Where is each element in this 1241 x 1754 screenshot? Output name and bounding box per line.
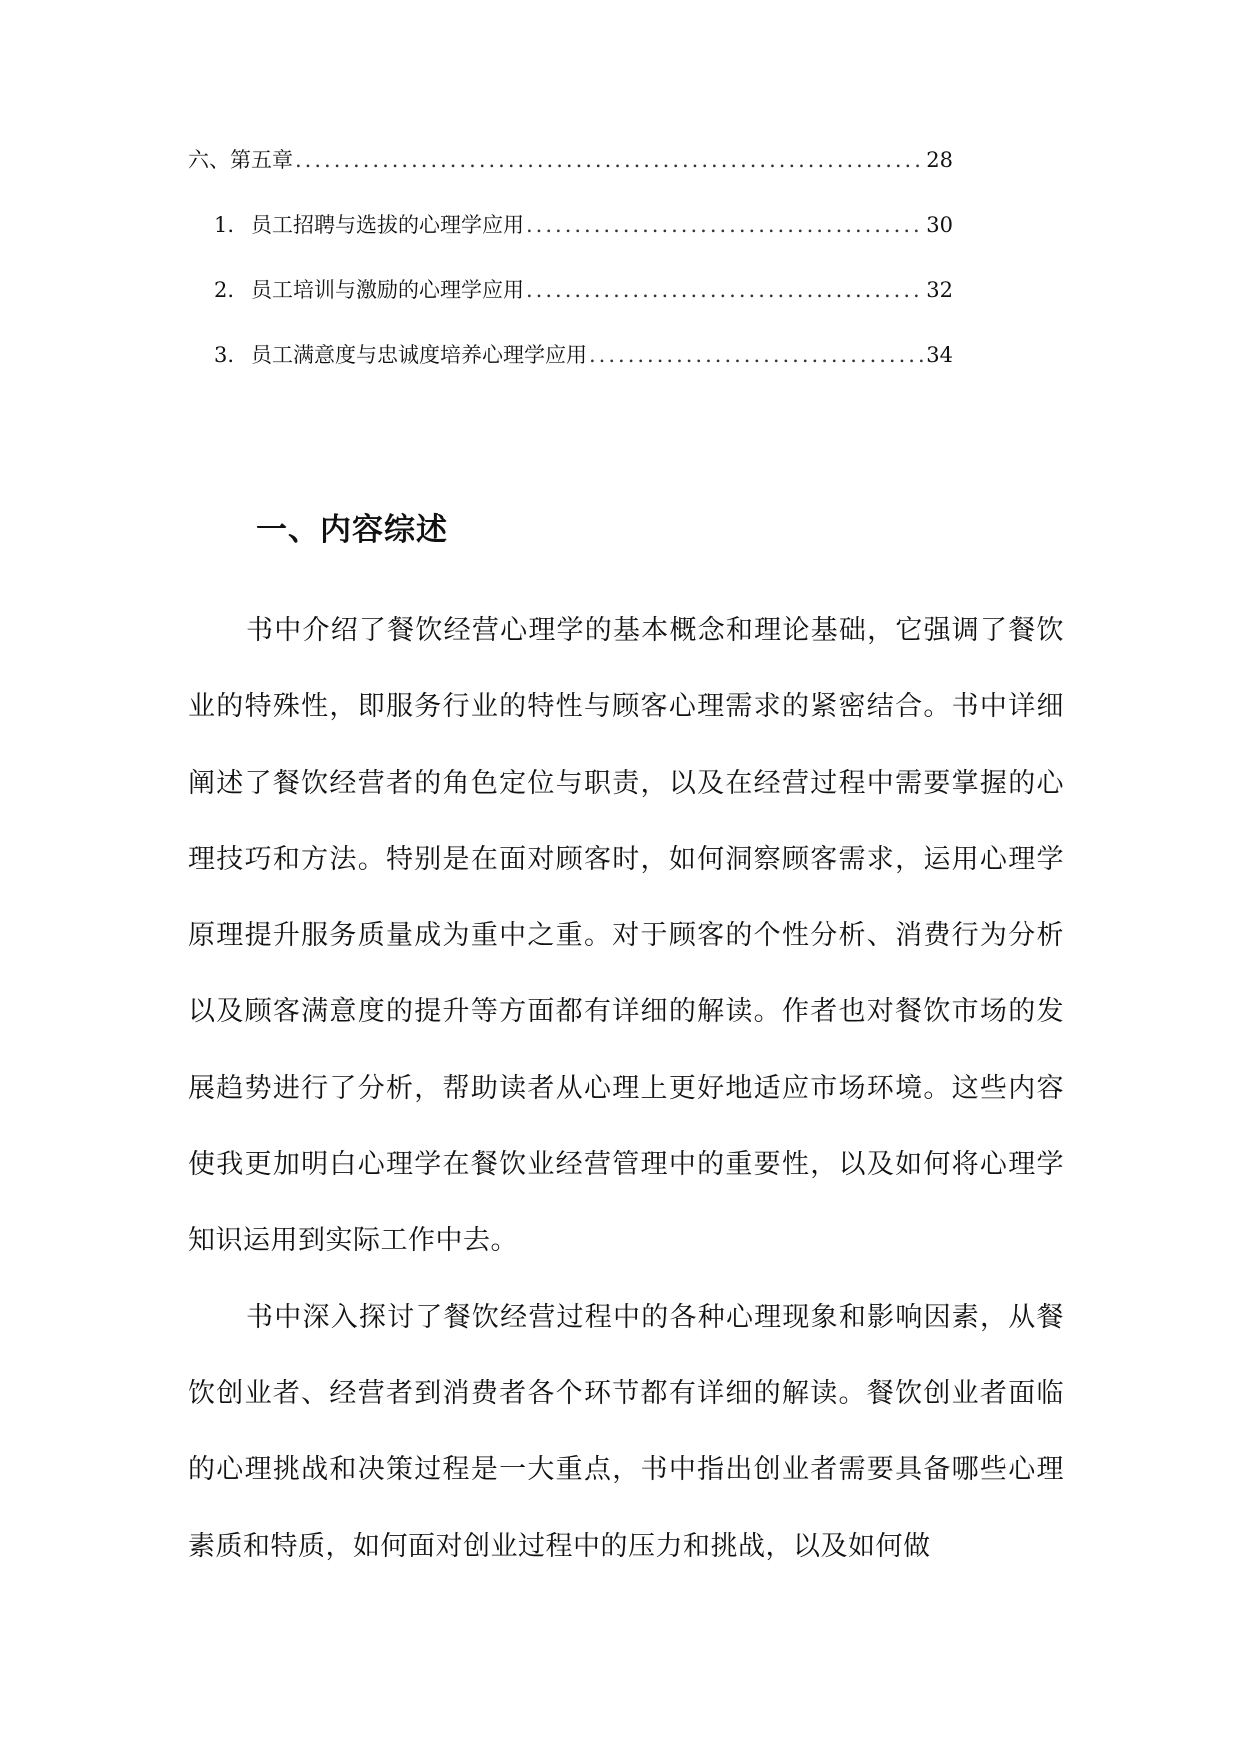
toc-page-number: 32: [926, 278, 953, 302]
body-paragraph: 书中介绍了餐饮经营心理学的基本概念和理论基础，它强调了餐饮业的特殊性，即服务行业的特性与顾客心理需求的紧密结合。书中详细阐述了餐饮经营者的角色定位与职责，以及在经营过程中需要掌握的心理技巧和方法。特别是在面对顾客时，如何洞察顾客需求，运用心理学原理提升服务质量成为重中之重。对于顾客的个性分析、消费行为分析以及顾客满意度的提升等方面都有详细的解读。作者也对餐饮市场的发展趋势进行了分析，帮助读者从心理上更好地适应市场环境。这些内容使我更加明白心理学在餐饮业经营管理中的重要性，以及如何将心理学知识运用到实际工作中去。: [188, 615, 1064, 1257]
toc-entry-title: 六、第五章: [188, 148, 293, 172]
toc-dot-leader: [295, 146, 924, 174]
section-body: [188, 593, 1064, 1585]
toc-entry-chapter-5[interactable]: [188, 146, 953, 174]
toc-entry-number: 2.: [214, 278, 235, 302]
toc-entry-title: 员工招聘与选拔的心理学应用: [251, 213, 524, 237]
toc-dot-leader: [526, 211, 924, 239]
toc-entry-title: 员工培训与激励的心理学应用: [251, 278, 524, 302]
toc-page-number: 30: [926, 213, 953, 237]
toc-dot-leader: [526, 276, 924, 304]
table-of-contents: [188, 146, 953, 406]
section-heading: 一、内容综述: [256, 512, 448, 548]
toc-entry-item[interactable]: [188, 341, 953, 369]
toc-entry-title: 员工满意度与忠诚度培养心理学应用: [251, 343, 587, 367]
body-paragraph: 书中深入探讨了餐饮经营过程中的各种心理现象和影响因素，从餐饮创业者、经营者到消费者各个环节都有详细的解读。餐饮创业者面临的心理挑战和决策过程是一大重点，书中指出创业者需要具备哪些心理素质和特质，如何面对创业过程中的压力和挑战，以及如何做: [188, 1301, 1064, 1562]
toc-entry-number: 1.: [214, 213, 235, 237]
toc-page-number: 28: [926, 148, 953, 172]
toc-entry-number: 3.: [214, 343, 235, 367]
toc-entry-item[interactable]: [188, 211, 953, 239]
toc-entry-item[interactable]: [188, 276, 953, 304]
toc-dot-leader: [589, 341, 924, 369]
toc-page-number: 34: [926, 343, 953, 367]
